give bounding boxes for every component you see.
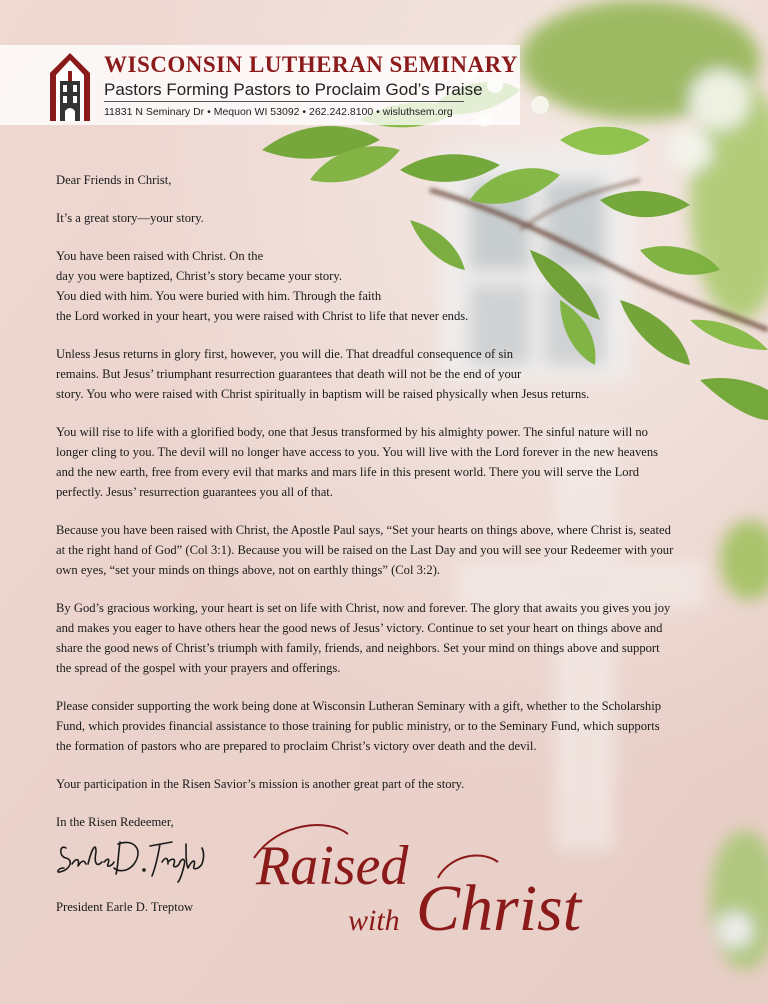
text-line: at the right hand of God” (Col 3:1). Because you will be raised on the Last Day and you will see your Redeemer with your bbox=[56, 543, 674, 557]
address-line: 11831 N Seminary Dr • Mequon WI 53092 • 262.242.8100 • wisluthsem.org bbox=[104, 106, 453, 118]
text-line: and the new earth, free from every evil that marks and mars life in this present world. There you will serve the Lord bbox=[56, 465, 640, 479]
text-line: By God’s gracious working, your heart is set on life with Christ, now and forever. The glory that awaits you gives you joy bbox=[56, 601, 671, 615]
text-line: Fund, which provides financial assistance to those training for public ministry, or to the Seminary Fund, which supports bbox=[56, 719, 660, 733]
text-line: day you were baptized, Christ’s story became your story. bbox=[56, 269, 342, 283]
text-line: Unless Jesus returns in glory first, however, you will die. That dreadful consequence of sin bbox=[56, 347, 514, 361]
paragraph-7: Your participation in the Risen Savior’s mission is another great part of the story. bbox=[56, 777, 465, 791]
motif-word-with: with bbox=[348, 904, 400, 937]
text-line: the Lord worked in your heart, you were raised with Christ to life that never ends. bbox=[56, 309, 469, 323]
paragraph-4 bbox=[56, 520, 716, 580]
paragraph-1 bbox=[56, 246, 716, 326]
header-divider bbox=[104, 101, 464, 102]
motif-word-christ: Christ bbox=[416, 872, 582, 945]
text-line: the spread of the gospel with your prayers and offerings. bbox=[56, 661, 341, 675]
text-line: You died with him. You were buried with him. Through the faith bbox=[56, 289, 382, 303]
salutation: Dear Friends in Christ, bbox=[56, 173, 172, 187]
text-line: perfectly. Jesus’ resurrection guarantees you all of that. bbox=[56, 485, 333, 499]
signature-image bbox=[52, 828, 212, 888]
paragraph-5 bbox=[56, 598, 716, 678]
text-line: story. You who were raised with Christ spiritually in baptism will be raised physically when Jesus returns. bbox=[56, 387, 590, 401]
text-line: Because you have been raised with Christ, the Apostle Paul says, “Set your hearts on things above, where Christ is, seated bbox=[56, 523, 671, 537]
text-line: the formation of pastors who are prepared to proclaim Christ’s victory over death and the devil. bbox=[56, 739, 537, 753]
text-line: You will rise to life with a glorified body, one that Jesus transformed by his almighty power. The sinful nature will no bbox=[56, 425, 648, 439]
text-line: You have been raised with Christ. On the bbox=[56, 249, 264, 263]
closing: In the Risen Redeemer, bbox=[56, 815, 174, 829]
text-line: remains. But Jesus’ triumphant resurrection guarantees that death will not be the end of your bbox=[56, 367, 522, 381]
paragraph-2 bbox=[56, 344, 716, 404]
letter-body bbox=[56, 170, 716, 850]
motif-word-raised: Raised bbox=[256, 835, 409, 897]
raised-with-christ-logo bbox=[248, 818, 628, 948]
tagline: Pastors Forming Pastors to Proclaim God’s Praise bbox=[104, 80, 483, 99]
paragraph-6 bbox=[56, 696, 716, 756]
signer-name: President Earle D. Treptow bbox=[56, 900, 194, 914]
text-line: own eyes, “set your minds on things above, not on earthly things” (Col 3:2). bbox=[56, 563, 441, 577]
text-line: and makes you eager to have others hear the good news of Jesus’ victory. Continue to set your heart on things above and bbox=[56, 621, 663, 635]
text-line: share the good news of Christ’s triumph with family, friends, and neighbors. Set your mind on things above and support bbox=[56, 641, 660, 655]
text-line: longer cling to you. The devil will no longer have access to you. You will live with the Lord forever in the new heavens bbox=[56, 445, 659, 459]
text-line: Please consider supporting the work being done at Wisconsin Lutheran Seminary with a gift, whether to the Scholarship bbox=[56, 699, 662, 713]
paragraph-3 bbox=[56, 422, 716, 502]
opening-line: It’s a great story—your story. bbox=[56, 211, 204, 225]
org-name: WISCONSIN LUTHERAN SEMINARY bbox=[104, 52, 518, 77]
seminary-tower-icon bbox=[46, 51, 94, 121]
